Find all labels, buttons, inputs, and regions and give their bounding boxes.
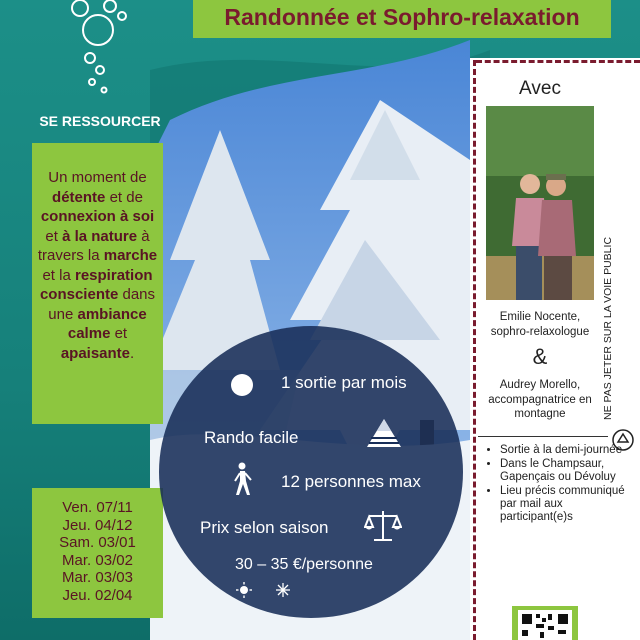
qr-code-icon[interactable] <box>512 606 578 640</box>
description-highlight: apaisante <box>60 344 131 362</box>
info-item: • Lieu précis communiqué par mail aux participant(e)s <box>500 485 625 524</box>
dashed-border-top <box>476 60 640 63</box>
level-text: Rando facile <box>204 428 299 447</box>
info-item: • Sortie à la demi-journée <box>500 444 625 457</box>
recycle-icon <box>611 428 635 452</box>
guide2-role: accompagnatrice en montagne <box>488 393 592 420</box>
description-segment: à travers la <box>37 227 150 264</box>
description-highlight: respiration consciente <box>39 266 153 303</box>
hiker-icon <box>232 462 252 496</box>
info-item: • Dans le Champsaur, Gapençais ou Dévoluy <box>500 458 625 484</box>
do-not-litter-notice: NE PAS JETER SUR LA VOIE PUBLIC <box>602 236 614 420</box>
date-item: Sam. 03/01 <box>59 534 136 552</box>
date-item: Mar. 03/03 <box>62 569 133 587</box>
guide2-name: Audrey Morello, <box>499 379 581 391</box>
description-highlight: marche <box>103 247 158 264</box>
description-segment: et de <box>109 188 143 206</box>
moon-icon <box>229 372 255 398</box>
description-highlight: ambiance calme <box>67 305 147 342</box>
guide2-info <box>476 378 604 422</box>
dates-list <box>32 499 163 605</box>
divider <box>478 436 608 437</box>
guide1-name: Emilie Nocente, <box>499 311 581 323</box>
sun-icon <box>236 582 252 598</box>
capacity-text: 12 personnes max <box>281 472 421 491</box>
description-segment: Un moment de <box>48 169 147 186</box>
description-segment: . <box>130 344 135 362</box>
mountain-icon <box>365 417 403 449</box>
page-title: Randonnée et Sophro-relaxation <box>224 4 580 30</box>
date-item: Mar. 03/02 <box>62 551 133 569</box>
avec-label: Avec <box>519 78 561 99</box>
info-list <box>479 444 625 525</box>
description-segment: et <box>114 325 128 342</box>
guide1-role: sophro-relaxologue <box>490 325 590 338</box>
snowflake-icon <box>276 583 290 597</box>
ampersand: & <box>532 344 548 369</box>
price-label: Prix selon saison <box>200 518 329 537</box>
description-segment: et la <box>42 266 71 284</box>
price-text: 30 – 35 €/personne <box>235 556 373 573</box>
guide1-info <box>476 310 604 339</box>
description-highlight: à la nature <box>62 227 138 245</box>
frequency-text: 1 sortie par mois <box>281 373 407 392</box>
description-text <box>36 168 159 363</box>
bubbles-icon <box>60 0 140 100</box>
scales-icon <box>364 509 402 543</box>
guides-photo <box>486 106 594 300</box>
tagline: SE RESSOURCER <box>39 113 161 129</box>
date-item: Ven. 07/11 <box>62 499 133 516</box>
date-item: Jeu. 02/04 <box>62 586 133 604</box>
description-highlight: détente <box>52 188 106 206</box>
date-item: Jeu. 04/12 <box>62 516 133 534</box>
dashed-border-left <box>473 60 476 640</box>
description-segment: dans une <box>48 286 156 323</box>
description-segment: et <box>45 227 58 245</box>
description-highlight: connexion à soi <box>40 208 155 225</box>
